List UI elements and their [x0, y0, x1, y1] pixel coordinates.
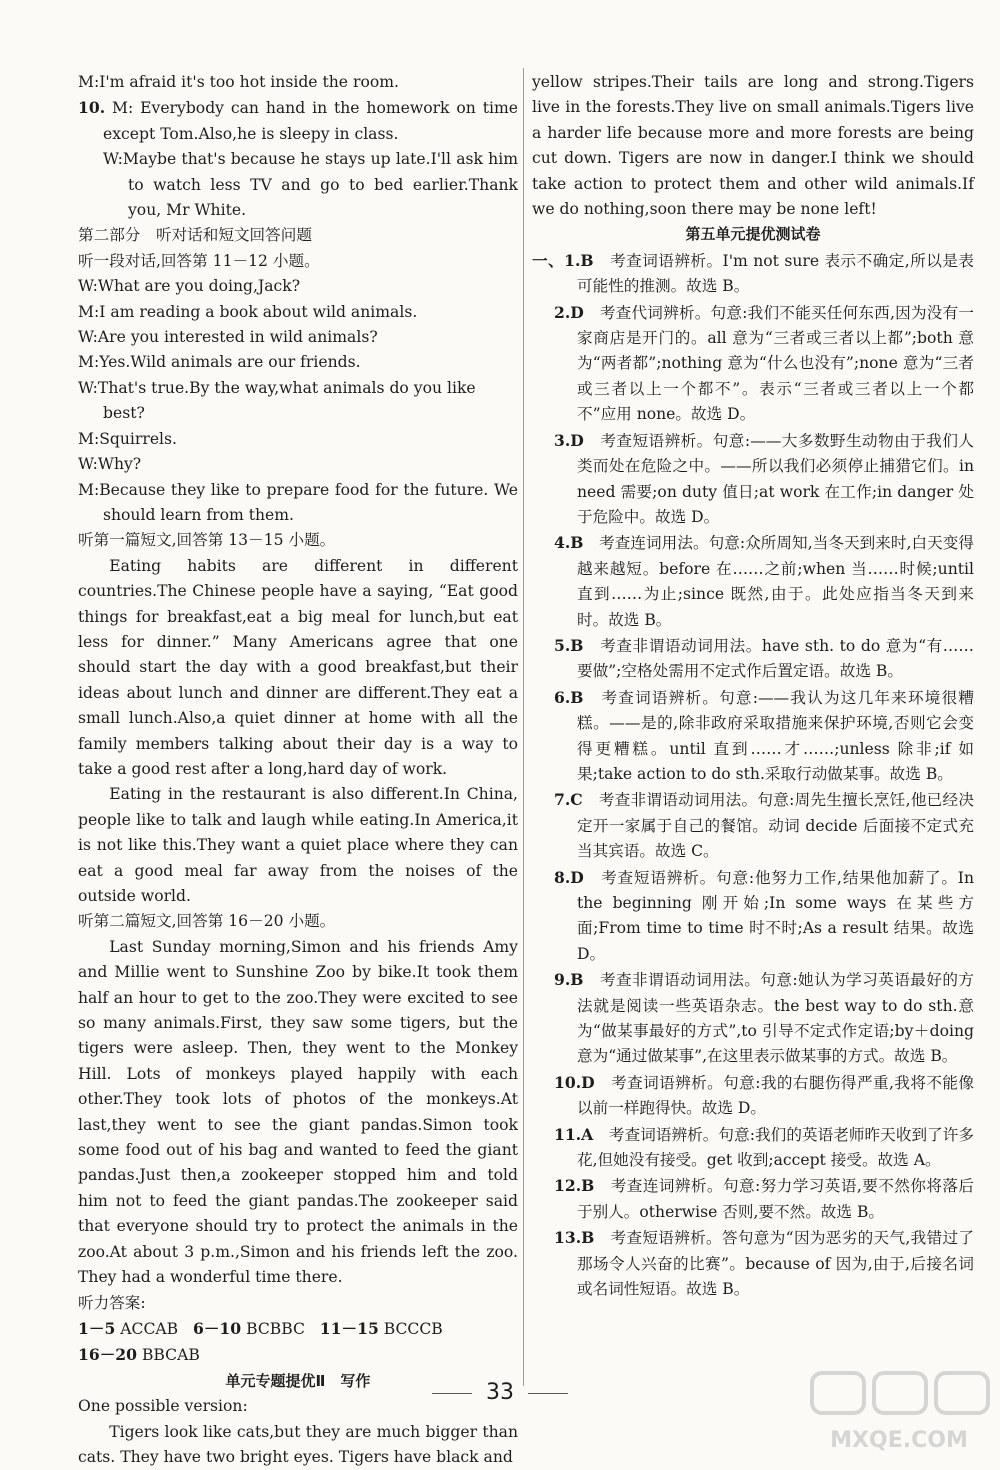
explanation: 考查词语辨析。句意:我的右腿伤得严重,我将不能像以前一样跑得快。故选 D。 [577, 1073, 974, 1118]
explanation: 考查代词辨析。句意:我们不能买任何东西,因为没有一家商店是开门的。all 意为“三者或三者以上都”;both 意为“两者都”;nothing 意为“什么也没有”;none 意为“三者或三者以上一个都不”。表示“三者或三者以上一个都不”应用 none。故选 D。 [577, 303, 974, 424]
question-answer [532, 865, 974, 968]
explanation: 考查词语辨析。I'm not sure 表示不确定,所以是表可能性的推测。故选 B。 [577, 251, 974, 296]
dialogue-line: W:That's true.By the way,what animals do you like best? [78, 378, 476, 423]
answer-keys: BCCCB [378, 1319, 443, 1338]
test-heading: 第五单元提优测试卷 [685, 225, 821, 244]
sample-label: One possible version: [78, 1397, 248, 1416]
answer-row [78, 1316, 518, 1342]
passage-paragraph: Last Sunday morning,Simon and his friends Amy and Millie went to Sunshine Zoo by bike.It took them half an hour to get to the zoo.They were excited to see so many animals.First, they saw some tigers, but the tigers were asleep. Then, they went to the Monkey Hill. Lots of monkeys played happily with each other.They took lots of photos of the monkeys.At last,they went to see the giant pandas.Simon took some food out of his bag and wanted to feed the giant pandas.Just then,a zookeeper stopped him and told him not to feed the giant pandas.The zookeeper said that everyone should try to protect the animals in the zoo.At about 3 p.m.,Simon and his friends left the zoo. They had a wonderful time there. [78, 937, 518, 1287]
question-number: 10.D [554, 1072, 595, 1092]
section-2-heading: 第二部分 听对话和短文回答问题 [78, 226, 312, 245]
dialogue-line: M:I am reading a book about wild animals. [78, 302, 418, 321]
question-number: 13.B [554, 1228, 595, 1248]
question-number: 12.B [554, 1176, 595, 1196]
answer-range: 1－5 [78, 1318, 116, 1338]
dialogue-line: W:Why? [78, 455, 142, 474]
dialogue-line: M:Squirrels. [78, 429, 177, 448]
question-answer [532, 1070, 974, 1122]
passage-paragraph: Eating habits are different in different countries.The Chinese people have a saying, “Eat good things for breakfast,eat a big meal for lunch,but eat less for dinner.” Many Americans agree that one should start the day with a good breakfast,but their ideas about lunch and dinner are different.They eat a small lunch.Also,a quiet dinner at home with all the family members talking about their day is a way to take a good rest after a long,hard day of work. [78, 556, 518, 778]
item-text: M: Everybody can hand in the homework on time except Tom.Also,he is sleepy in class. [103, 99, 518, 143]
dialogue-line: M:Yes.Wild animals are our friends. [78, 353, 361, 372]
watermark-logo-icon [804, 1367, 994, 1457]
sample-essay-continued: yellow stripes.Their tails are long and strong.Tigers live in the forests.They live on small animals.Tigers live a harder life because more and more forests are being cut down. Tigers are now in danger.I think we should take action to protect them and other wild animals.If we do nothing,soon there may be none left! [532, 73, 974, 219]
answer-range: 11－15 [319, 1318, 379, 1338]
answer-keys: BBCAB [137, 1346, 200, 1365]
question-answer [532, 967, 974, 1070]
left-column [78, 70, 518, 1470]
answer-keys: ACCAB [115, 1319, 179, 1338]
item-number: 10. [78, 98, 106, 118]
answer-keys: BCBBC [241, 1319, 305, 1338]
column-divider [523, 68, 524, 1386]
question-number: 2.D [554, 302, 584, 322]
question-number: 一、1.B [532, 250, 594, 270]
explanation: 考查短语辨析。答句意为“因为恶劣的天气,我错过了那场令人兴奋的比赛”。because of 因为,由于,后接名词或名词性短语。故选 B。 [577, 1229, 974, 1299]
dash-left [432, 1393, 472, 1394]
question-answer [532, 1173, 974, 1225]
question-answer [532, 248, 974, 300]
question-number: 5.B [554, 635, 584, 655]
explanation: 考查非谓语动词用法。句意:周先生擅长烹饪,他已经决定开一家属于自己的餐馆。动词 decide 后面接不定式充当其宾语。故选 C。 [577, 791, 974, 861]
explanation: 考查非谓语动词用法。have sth. to do 意为“有……要做”;空格处需用不定式作后置定语。故选 B。 [577, 636, 974, 681]
right-column [532, 70, 974, 1303]
question-answer [532, 530, 974, 633]
item-10 [78, 95, 518, 147]
explanation: 考查词语辨析。句意:我们的英语老师昨天收到了许多花,但她没有接受。get 收到;accept 接受。故选 A。 [577, 1125, 974, 1170]
listening-intro: 听第二篇短文,回答第 16－20 小题。 [78, 912, 336, 931]
question-answer [532, 633, 974, 685]
question-number: 11.A [554, 1124, 594, 1144]
question-number: 9.B [554, 970, 584, 990]
answer-row [78, 1342, 518, 1368]
dialogue-line: W:What are you doing,Jack? [78, 277, 301, 296]
question-answer [532, 300, 974, 428]
explanation: 考查连词用法。句意:众所周知,当冬天到来时,白天变得越来越短。before 在……之前;when 当……时候;until 直到……为止;since 既然,由于。此处应指当冬天到来时。故选 B。 [577, 534, 974, 629]
passage-paragraph: Eating in the restaurant is also different.In China, people like to talk and laugh while eating.In America,it is not like this.They want a quiet place where they can eat a good meal far away from the noises of the outside world. [78, 785, 518, 905]
listening-intro: 听一段对话,回答第 11－12 小题。 [78, 251, 320, 270]
page-number-text: 33 [486, 1380, 514, 1405]
dialogue-line: W:Maybe that's because he stays up late.I'll ask him to watch less TV and go to bed earlier.Thank you, Mr White. [103, 150, 518, 220]
explanation: 考查短语辨析。句意:——大多数野生动物由于我们人类而处在危险之中。——所以我们必须停止捕猎它们。in need 需要;on duty 值日;at work 在工作;in danger 处于危险中。故选 D。 [577, 431, 974, 526]
explanation: 考查连词辨析。句意:努力学习英语,要不然你将落后于别人。otherwise 否则,要不然。故选 B。 [577, 1177, 974, 1221]
dialogue-line: M:I'm afraid it's too hot inside the room. [78, 73, 399, 91]
question-answer [532, 428, 974, 531]
dialogue-line: M:Because they like to prepare food for the future. We should learn from them. [78, 480, 518, 524]
answer-range: 16－20 [78, 1345, 137, 1365]
question-number: 8.D [554, 867, 584, 887]
question-answer [532, 685, 974, 788]
explanation: 考查短语辨析。句意:他努力工作,结果他加薪了。In the beginning 刚开始;In some ways 在某些方面;From time to time 时不时;As a result 结果。故选 D。 [577, 868, 974, 963]
question-number: 6.B [554, 687, 584, 707]
question-answer [532, 787, 974, 864]
answer-range: 6－10 [192, 1318, 242, 1338]
question-answer [532, 1122, 974, 1174]
answer-label: 听力答案: [78, 1293, 146, 1312]
explanation: 考查词语辨析。句意:——我认为这几年来环境很糟糕。——是的,除非政府采取措施来保护环境,否则它会变得更糟糕。until 直到……才……;unless 除非;if 如果;take action to do sth.采取行动做某事。故选 B。 [577, 688, 974, 783]
watermark-text: MXQE.COM [830, 1428, 968, 1453]
dash-right [528, 1393, 568, 1394]
explanation: 考查非谓语动词用法。句意:她认为学习英语最好的方法就是阅读一些英语杂志。the best way to do sth.意为“做某事最好的方式”,to 引导不定式作定语;by＋doing 意为“通过做某事”,在这里表示做某事的方式。故选 B。 [577, 971, 974, 1066]
writing-heading: 单元专题提优Ⅱ 写作 [225, 1371, 371, 1390]
question-number: 7.C [554, 790, 583, 810]
dialogue-line: W:Are you interested in wild animals? [78, 328, 378, 347]
question-number: 3.D [554, 430, 584, 450]
question-answer [532, 1225, 974, 1302]
listening-intro: 听第一篇短文,回答第 13－15 小题。 [78, 531, 336, 550]
question-number: 4.B [554, 533, 584, 553]
sample-essay: Tigers look like cats,but they are much bigger than cats. They have two bright eyes. Tigers have black and [78, 1422, 518, 1466]
